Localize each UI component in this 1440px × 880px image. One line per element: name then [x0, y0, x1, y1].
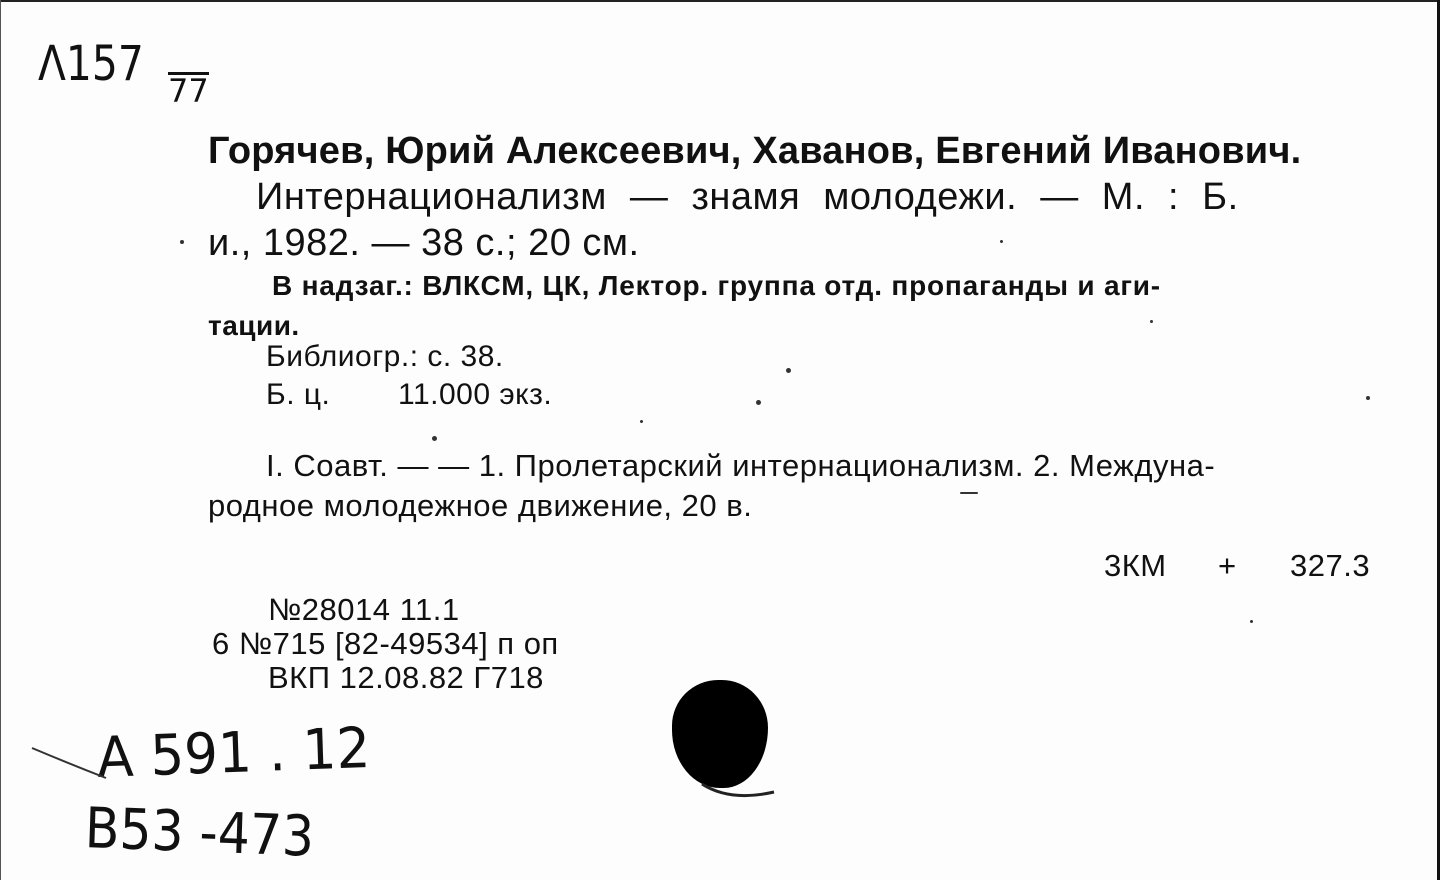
- bottom-code-2-text: B53 -473: [83, 796, 315, 870]
- scan-speck: [1250, 620, 1253, 623]
- note-1-line-2: тации.: [208, 310, 300, 341]
- title-line-2: и., 1982. — 38 с.; 20 см.: [208, 222, 640, 264]
- scan-speck: [960, 492, 978, 494]
- entry-heading: Горячев, Юрий Алексеевич, Хаванов, Евгений Иванович.: [208, 130, 1302, 172]
- scan-speck: [640, 420, 643, 423]
- handwritten-top-code: [38, 36, 144, 92]
- imprint-line-2: 6 №715 [82-49534] п оп: [212, 626, 559, 661]
- bottom-code-1-text: A 591 . 12: [96, 715, 372, 791]
- top-code-text: Λ157: [38, 36, 144, 92]
- note-1-line-1: В надзаг.: ВЛКСМ, ЦК, Лектор. группа отд. пропаганды и аги-: [272, 270, 1161, 301]
- handwritten-stroke: [30, 744, 110, 784]
- note-2: Библиогр.: с. 38.: [266, 340, 504, 373]
- price-label: Б. ц.: [266, 378, 331, 411]
- subjects-line-2: родное молодежное движение, 20 в.: [208, 488, 753, 523]
- scan-speck: [756, 400, 761, 405]
- imprint-line-3: ВКП 12.08.82 Г718: [268, 660, 544, 695]
- scan-speck: [1150, 320, 1153, 323]
- top-code-fraction-text: 77: [168, 72, 209, 110]
- scan-speck: [180, 240, 184, 244]
- scan-speck: [786, 368, 791, 373]
- handwritten-bottom-code-1: [96, 716, 371, 791]
- scan-speck: [1000, 240, 1003, 243]
- hole-crease-mark: [700, 780, 780, 810]
- title-line-1: Интернационализм — знамя молодежи. — М. : Б.: [256, 176, 1239, 218]
- punch-hole: [672, 680, 768, 788]
- subjects-line-1: I. Соавт. — — 1. Пролетарский интернационализм. 2. Междуна-: [266, 448, 1216, 483]
- scan-speck: [1366, 396, 1370, 400]
- price-value: 11.000 экз.: [398, 378, 553, 411]
- card-left-edge: [0, 0, 1, 880]
- imprint-line-1: №28014 11.1: [268, 592, 460, 627]
- card-top-edge: [0, 0, 1440, 2]
- handwritten-top-code-fraction: [168, 72, 209, 110]
- handwritten-bottom-code-2: [84, 796, 315, 870]
- classification-number: 327.3: [1290, 548, 1371, 583]
- classification-plus: +: [1218, 548, 1237, 583]
- scan-speck: [432, 436, 437, 441]
- classification-code: 3КМ: [1104, 548, 1167, 583]
